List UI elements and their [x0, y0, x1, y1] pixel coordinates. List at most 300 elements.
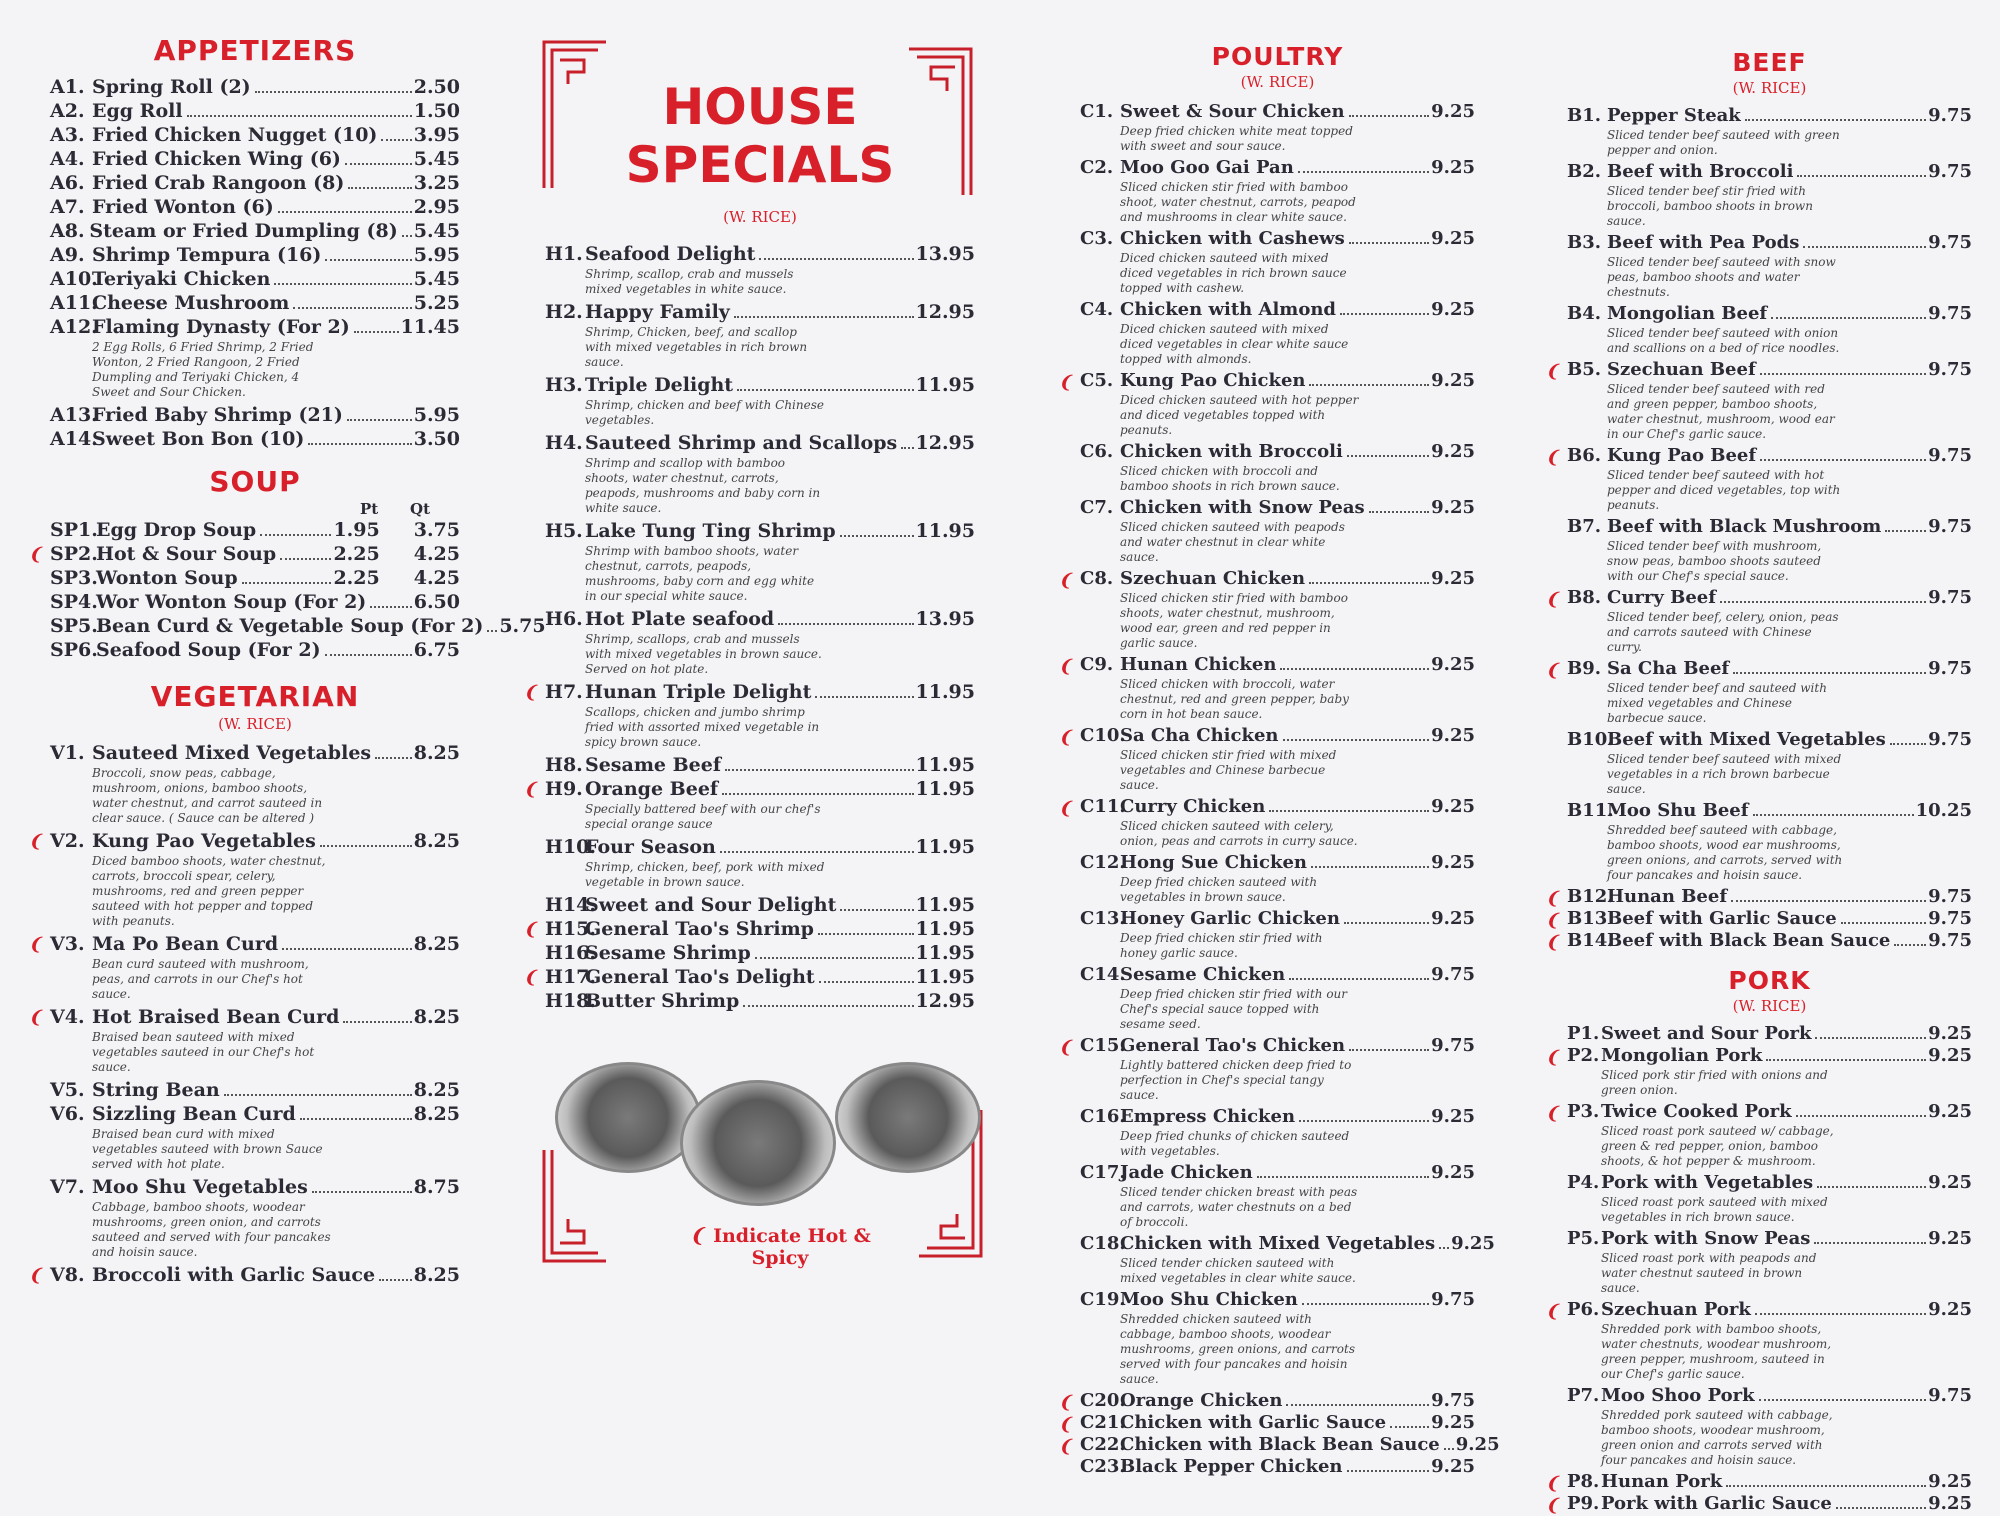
pork-heading: PORK: [1728, 966, 1811, 995]
dot-leader: [1311, 866, 1429, 868]
dot-leader: [1283, 739, 1430, 741]
chili-icon: ❨: [689, 1225, 706, 1247]
menu-item-code: V6.: [50, 1103, 85, 1125]
menu-item-code: C7.: [1080, 497, 1114, 518]
menu-item: [545, 607, 975, 677]
menu-item-price: 8.25: [413, 830, 460, 852]
menu-item-price: 3.50: [413, 428, 460, 450]
menu-item-line: [1567, 445, 1972, 467]
menu-item-code: C8.: [1080, 568, 1114, 589]
dot-leader: [1836, 1507, 1926, 1509]
menu-item-line: [1080, 852, 1475, 874]
dot-leader: [1817, 1186, 1926, 1188]
column-poultry: [1058, 0, 1500, 1478]
menu-item-code: C3.: [1080, 228, 1114, 249]
menu-item-price: 9.25: [1455, 1434, 1500, 1455]
dot-leader: [280, 558, 331, 560]
menu-item-price: 9.75: [1928, 105, 1972, 126]
menu-item-name: Moo Shu Vegetables: [92, 1176, 308, 1198]
dot-leader: [1286, 1404, 1429, 1406]
dot-leader: [1796, 1115, 1927, 1117]
menu-item-line: [1080, 1390, 1475, 1412]
menu-item-line: [1080, 228, 1475, 250]
dot-leader: [819, 981, 914, 983]
menu-item-name: Lake Tung Ting Shrimp: [585, 520, 836, 542]
spicy-legend: [660, 1225, 900, 1269]
chili-icon: ❨: [1058, 1038, 1073, 1058]
menu-item-description: Sliced tender beef sauteed with onion and scallions on a bed of rice noodles.: [1607, 326, 1840, 355]
menu-item-description: Deep fried chicken sauteed with vegetables in brown sauce.: [1120, 875, 1318, 904]
menu-item-name: Butter Shrimp: [585, 990, 740, 1012]
menu-item-price: 9.75: [1928, 445, 1972, 466]
menu-item-price: 11.95: [915, 966, 975, 988]
menu-item-price: 9.25: [1928, 1045, 1972, 1066]
menu-item-code: A6.: [50, 172, 85, 194]
vegetarian-list: [28, 741, 460, 1287]
menu-item-line: [50, 403, 460, 427]
menu-item-line: [1567, 1493, 1972, 1515]
beef-list: [1545, 105, 1972, 953]
dot-leader: [308, 443, 411, 445]
menu-item-line: [50, 590, 460, 614]
menu-item-description: Deep fried chicken stir fried with honey garlic sauce.: [1120, 931, 1323, 960]
menu-item: [50, 123, 460, 147]
menu-item-price: 2.95: [413, 196, 460, 218]
food-photo-center: [680, 1080, 836, 1206]
menu-item-line: [545, 917, 975, 941]
chili-icon: ❨: [523, 920, 538, 940]
poultry-subtitle: (W. RICE): [1240, 73, 1315, 91]
menu-item-name: Cheese Mushroom: [92, 292, 290, 314]
dot-leader: [1309, 384, 1429, 386]
menu-item-price: 12.95: [915, 990, 975, 1012]
menu-item-code: C9.: [1080, 654, 1114, 675]
food-photo-right: [835, 1062, 981, 1173]
chili-icon: ❨: [1545, 933, 1560, 953]
soup-heading: SOUP: [209, 465, 301, 498]
menu-item-line: [1567, 1228, 1972, 1250]
menu-item-line: [50, 932, 460, 956]
menu-item: [1567, 1172, 1972, 1225]
menu-item-code: V2.: [50, 830, 85, 852]
menu-item-line: [50, 195, 460, 219]
menu-item-line: [1567, 1045, 1972, 1067]
dot-leader: [274, 283, 411, 285]
menu-item: [50, 99, 460, 123]
menu-item-name: Kung Pao Beef: [1607, 445, 1757, 466]
vegetarian-subtitle: (W. RICE): [218, 715, 292, 733]
chili-icon: ❨: [28, 545, 43, 565]
menu-item: [1567, 161, 1972, 229]
menu-item-name: Hunan Triple Delight: [585, 681, 812, 703]
dot-leader: [737, 389, 913, 391]
menu-item-code: B8.: [1567, 587, 1602, 608]
menu-item-price: 9.25: [1431, 497, 1475, 518]
menu-item-price: 11.95: [915, 778, 975, 800]
menu-item-price: 1.95: [333, 519, 380, 541]
menu-item-price: 11.95: [915, 374, 975, 396]
menu-item-price: 9.25: [1431, 299, 1475, 320]
menu-item-description: Deep fried chunks of chicken sauteed with vegetables.: [1120, 1129, 1350, 1158]
menu-item: [50, 243, 460, 267]
dot-leader: [224, 1094, 412, 1096]
dot-leader: [1347, 1470, 1430, 1472]
menu-item-price: 5.75: [499, 615, 546, 637]
dot-leader: [325, 259, 411, 261]
menu-item-code: C13.: [1080, 908, 1126, 929]
menu-item-line: [50, 315, 460, 339]
menu-item-name: Sweet and Sour Delight: [585, 894, 837, 916]
menu-item-description: Sliced chicken with broccoli, water chestnut, red and green pepper, baby corn in hot bean sauce.: [1120, 677, 1349, 721]
menu-item: [1545, 658, 1972, 726]
poultry-section: [1058, 0, 1500, 1478]
menu-item-name: Seafood Soup (For 2): [96, 639, 321, 661]
dot-leader: [1766, 1059, 1926, 1061]
menu-item-code: C20.: [1080, 1390, 1126, 1411]
menu-item-code: A11.: [50, 292, 98, 314]
dot-leader: [1444, 1448, 1454, 1450]
menu-item-line: [1567, 729, 1972, 751]
menu-item: [1058, 370, 1475, 438]
menu-item-code: A9.: [50, 244, 85, 266]
menu-item-line: [1567, 587, 1972, 609]
dot-leader: [1439, 1247, 1449, 1249]
menu-item-line: [50, 243, 460, 267]
menu-item-code: A2.: [50, 100, 85, 122]
menu-item-name: Fried Chicken Nugget (10): [92, 124, 378, 146]
menu-item-name: Hot Braised Bean Curd: [92, 1006, 340, 1028]
dot-leader: [725, 769, 913, 771]
menu-item-price: 9.25: [1431, 568, 1475, 589]
dot-leader: [282, 948, 412, 950]
menu-item-description: Sliced roast pork with peapods and water chestnut sauteed in brown sauce.: [1601, 1251, 1817, 1295]
dot-leader: [1814, 1242, 1926, 1244]
menu-item-price-quart: 4.25: [413, 567, 460, 589]
menu-item-line: [545, 680, 975, 704]
menu-item-description: Broccoli, snow peas, cabbage, mushroom, onions, bamboo shoots, water chestnut, and carrot sauteed in clear sauce. ( Sauce can be altered ): [92, 766, 323, 825]
menu-item: [50, 638, 460, 662]
dot-leader: [293, 307, 411, 309]
beef-heading: BEEF: [1732, 48, 1807, 77]
dot-leader: [379, 1279, 412, 1281]
menu-item-price: 9.75: [1431, 1390, 1475, 1411]
dot-leader: [901, 447, 913, 449]
menu-item-line: [1567, 1101, 1972, 1123]
menu-item-description: Scallops, chicken and jumbo shrimp fried with assorted mixed vegetable in spicy brown sauce.: [585, 705, 820, 749]
dot-leader: [487, 630, 497, 632]
menu-item: [1058, 1434, 1500, 1457]
menu-item-price: 9.75: [1928, 587, 1972, 608]
menu-item: [50, 427, 460, 451]
menu-item-price: 9.75: [1928, 930, 1972, 951]
menu-item-description: Shrimp, chicken and beef with Chinese vegetables.: [585, 398, 824, 427]
menu-item-line: [1080, 299, 1475, 321]
chili-icon: ❨: [1058, 728, 1073, 748]
menu-item-name: Fried Wonton (6): [92, 196, 274, 218]
appetizers-heading: APPETIZERS: [153, 34, 357, 67]
menu-item-name: Seafood Delight: [585, 243, 756, 265]
dot-leader: [1745, 119, 1926, 121]
menu-item-description: Sliced pork stir fried with onions and green onion.: [1601, 1068, 1828, 1097]
dot-leader: [1720, 601, 1926, 603]
menu-item: [1080, 497, 1475, 565]
chili-icon: ❨: [1545, 1496, 1560, 1516]
dot-leader: [260, 534, 331, 536]
menu-item-line: [50, 542, 460, 566]
menu-item: [1080, 1106, 1475, 1159]
menu-item-name: Beef with Broccoli: [1607, 161, 1794, 182]
food-photo-left: [555, 1062, 701, 1173]
pork-list: [1545, 1023, 1972, 1516]
menu-item-code: B4.: [1567, 303, 1602, 324]
menu-item-code: C14.: [1080, 964, 1126, 985]
menu-item-description: Sliced tender beef with mushroom, snow peas, bamboo shoots sauteed with our Chef's special sauce.: [1607, 539, 1822, 583]
menu-item-description: Sliced tender beef stir fried with broccoli, bamboo shoots in brown sauce.: [1607, 184, 1813, 228]
menu-item-name: Triple Delight: [585, 374, 734, 396]
menu-item-price: 11.95: [915, 942, 975, 964]
menu-item: [1545, 930, 1972, 953]
menu-item-name: Curry Chicken: [1120, 796, 1266, 817]
menu-item-price: 12.95: [915, 432, 975, 454]
menu-item-code: B3.: [1567, 232, 1602, 253]
menu-item-line: [50, 219, 460, 243]
soup-size-header: [50, 500, 460, 518]
menu-item-name: Wor Wonton Soup (For 2): [96, 591, 367, 613]
menu-item-name: Hot & Sour Soup: [96, 543, 277, 565]
menu-item-name: Kung Pao Chicken: [1120, 370, 1306, 391]
menu-item: [1567, 800, 1972, 883]
menu-item-description: Shrimp, chicken, beef, pork with mixed vegetable in brown sauce.: [585, 860, 825, 889]
menu-item-name: Beef with Black Bean Sauce: [1607, 930, 1891, 951]
chili-icon: ❨: [1058, 1415, 1073, 1435]
menu-item: [50, 1102, 460, 1172]
menu-item-price: 11.95: [915, 520, 975, 542]
menu-item-name: General Tao's Delight: [585, 966, 815, 988]
menu-item: [28, 1005, 460, 1075]
menu-item-name: Moo Shu Beef: [1607, 800, 1749, 821]
menu-item-code: SP4.: [50, 591, 98, 613]
menu-item-price: 5.45: [413, 220, 460, 242]
menu-item-code: C18.: [1080, 1233, 1126, 1254]
menu-item-code: P2.: [1567, 1045, 1600, 1066]
menu-item-name: Sweet & Sour Chicken: [1120, 101, 1345, 122]
menu-item-price: 9.25: [1928, 1101, 1972, 1122]
menu-item-name: Chicken with Broccoli: [1120, 441, 1343, 462]
menu-item-name: Sesame Beef: [585, 754, 722, 776]
chili-icon: ❨: [1545, 1048, 1560, 1068]
menu-item-description: Sliced tender beef and sauteed with mixed vegetables and Chinese barbecue sauce.: [1607, 681, 1827, 725]
menu-item: [1567, 303, 1972, 356]
menu-item-line: [50, 75, 460, 99]
menu-item-line: [50, 638, 460, 662]
menu-item-line: [50, 518, 460, 542]
menu-item-name: Kung Pao Vegetables: [92, 830, 316, 852]
dot-leader: [375, 757, 412, 759]
menu-item-line: [50, 741, 460, 765]
menu-item-description: Specially battered beef with our chef's special orange sauce: [585, 802, 821, 831]
menu-item-line: [545, 607, 975, 631]
menu-item: [50, 741, 460, 826]
menu-item-description: Sliced roast pork sauteed with mixed vegetables in rich brown sauce.: [1601, 1195, 1828, 1224]
menu-item-code: B5.: [1567, 359, 1602, 380]
menu-item-price: 9.25: [1431, 1106, 1475, 1127]
dot-leader: [1894, 944, 1926, 946]
menu-item: [50, 566, 460, 590]
menu-item-price: 9.25: [1928, 1023, 1972, 1044]
menu-item: [545, 941, 975, 965]
menu-item: [545, 893, 975, 917]
menu-item-description: Shrimp, Chicken, beef, and scallop with mixed vegetables in rich brown sauce.: [585, 325, 808, 369]
menu-item-price: 9.25: [1431, 101, 1475, 122]
dot-leader: [1760, 373, 1926, 375]
menu-item-code: H4.: [545, 432, 583, 454]
menu-item-code: H9.: [545, 778, 583, 800]
menu-item-name: Chicken with Cashews: [1120, 228, 1345, 249]
dot-leader: [778, 623, 913, 625]
menu-item-price: 9.25: [1928, 1471, 1972, 1492]
menu-item-code: C6.: [1080, 441, 1114, 462]
poultry-heading: POULTRY: [1211, 42, 1344, 71]
menu-item-name: Four Season: [585, 836, 716, 858]
menu-item-code: P7.: [1567, 1385, 1600, 1406]
menu-item-line: [1567, 930, 1972, 952]
menu-item-price-quart: 3.75: [413, 519, 460, 541]
menu-item-description: Shredded beef sauteed with cabbage, bamboo shoots, wood ear mushrooms, green onions, and carrots, served with four pancakes and hoisin sauce.: [1607, 823, 1843, 882]
menu-item-description: Bean curd sauteed with mushroom, peas, and carrots in our Chef's hot sauce.: [92, 957, 309, 1001]
menu-item-code: C15.: [1080, 1035, 1126, 1056]
menu-item-code: P3.: [1567, 1101, 1600, 1122]
menu-item-code: V4.: [50, 1006, 85, 1028]
menu-item: [1567, 1385, 1972, 1468]
menu-item-name: Szechuan Chicken: [1120, 568, 1306, 589]
menu-item-price: 8.25: [413, 1103, 460, 1125]
vegetarian-section: [28, 680, 460, 1287]
menu-item-description: Sliced tender beef sauteed with hot pepper and diced vegetables, top with peanuts.: [1607, 468, 1841, 512]
menu-item-name: General Tao's Shrimp: [585, 918, 814, 940]
menu-item-code: SP2.: [50, 543, 98, 565]
chili-icon: ❨: [1058, 657, 1073, 677]
menu-item-line: [1567, 1471, 1972, 1493]
menu-item-line: [50, 1263, 460, 1287]
menu-item-price: 2.25: [333, 567, 380, 589]
dot-leader: [1280, 668, 1429, 670]
menu-item-description: Lightly battered chicken deep fried to perfection in Chef's special tangy sauce.: [1120, 1058, 1352, 1102]
menu-item-name: Sauteed Shrimp and Scallops: [585, 432, 898, 454]
menu-item-name: Black Pepper Chicken: [1120, 1456, 1343, 1477]
menu-item-code: SP1.: [50, 519, 98, 541]
menu-item-code: P1.: [1567, 1023, 1600, 1044]
menu-item: [1545, 886, 1972, 909]
menu-item-code: B13: [1567, 908, 1608, 929]
menu-item-description: Sliced chicken stir fried with bamboo shoots, water chestnut, mushroom, wood ear, green and red pepper in garlic sauce.: [1120, 591, 1348, 650]
menu-item-code: P4.: [1567, 1172, 1600, 1193]
chili-icon: ❨: [28, 1266, 43, 1286]
menu-item-name: Hot Plate seafood: [585, 608, 775, 630]
menu-item-name: Moo Shu Chicken: [1120, 1289, 1298, 1310]
dot-leader: [1841, 922, 1926, 924]
menu-item-code: B2.: [1567, 161, 1602, 182]
chili-icon: ❨: [1058, 799, 1073, 819]
chili-icon: ❨: [28, 1008, 43, 1028]
menu-item: [545, 373, 975, 428]
menu-item-name: String Bean: [92, 1079, 220, 1101]
frame-corner-top-left: [540, 38, 610, 188]
menu-item: [50, 403, 460, 427]
menu-item: [523, 680, 975, 750]
pint-label: Pt: [360, 500, 379, 518]
menu-item-price: 2.25: [333, 543, 380, 565]
menu-item-name: Spring Roll (2): [92, 76, 251, 98]
menu-item-line: [545, 753, 975, 777]
menu-item-price: 5.45: [413, 268, 460, 290]
menu-item: [1545, 1101, 1972, 1169]
menu-item-line: [1080, 157, 1475, 179]
menu-item-code: C21.: [1080, 1412, 1126, 1433]
menu-item: [50, 267, 460, 291]
menu-item-name: Chicken with Garlic Sauce: [1120, 1412, 1387, 1433]
menu-item-description: Braised bean curd with mixed vegetables sauteed with brown Sauce served with hot plate.: [92, 1127, 323, 1171]
dot-leader: [1803, 246, 1926, 248]
menu-item: [1080, 908, 1475, 961]
menu-item-price: 2.50: [413, 76, 460, 98]
menu-item-line: [50, 147, 460, 171]
menu-item-code: H5.: [545, 520, 583, 542]
menu-item: [1545, 587, 1972, 655]
chili-icon: ❨: [523, 683, 538, 703]
menu-item-name: Steam or Fried Dumpling (8): [89, 220, 398, 242]
menu-item-line: [545, 941, 975, 965]
menu-item-description: Sliced tender beef sauteed with green pepper and onion.: [1607, 128, 1840, 157]
menu-item-name: Sweet and Sour Pork: [1601, 1023, 1812, 1044]
menu-item-code: P5.: [1567, 1228, 1600, 1249]
chili-icon: ❨: [1058, 373, 1073, 393]
menu-item-line: [50, 614, 546, 638]
quart-label: Qt: [410, 500, 430, 518]
menu-item-code: H3.: [545, 374, 583, 396]
menu-item-name: Pepper Steak: [1607, 105, 1741, 126]
menu-item-price: 9.75: [1928, 303, 1972, 324]
frame-corner-top-right: [905, 45, 975, 195]
menu-item: [28, 829, 460, 929]
dot-leader: [815, 696, 913, 698]
menu-item-line: [1567, 105, 1972, 127]
menu-item-line: [545, 431, 975, 455]
dot-leader: [1369, 511, 1430, 513]
menu-item: [1080, 964, 1475, 1032]
menu-item: [50, 614, 546, 638]
menu-item-code: SP3.: [50, 567, 98, 589]
menu-item-price: 11.95: [915, 894, 975, 916]
menu-item-price: 9.25: [1928, 1172, 1972, 1193]
menu-item-description: Cabbage, bamboo shoots, woodear mushrooms, green onion, and carrots sauteed and served with four pancakes and hoisin sauce.: [92, 1200, 331, 1259]
menu-item-line: [545, 777, 975, 801]
menu-item: [545, 519, 975, 604]
menu-item: [1545, 1299, 1972, 1382]
menu-item-line: [545, 373, 975, 397]
menu-item-line: [1567, 1023, 1972, 1045]
menu-item: [50, 518, 460, 542]
menu-item-code: B7.: [1567, 516, 1602, 537]
menu-item: [545, 242, 975, 297]
menu-item-name: Mongolian Beef: [1607, 303, 1768, 324]
menu-item-code: P6.: [1567, 1299, 1600, 1320]
spicy-legend-text: Indicate Hot & Spicy: [713, 1225, 871, 1269]
column-beef-pork: [1545, 0, 1972, 1516]
menu-item-name: Sa Cha Chicken: [1120, 725, 1279, 746]
menu-item-name: Jade Chicken: [1120, 1162, 1253, 1183]
dot-leader: [1344, 922, 1429, 924]
dot-leader: [278, 211, 412, 213]
